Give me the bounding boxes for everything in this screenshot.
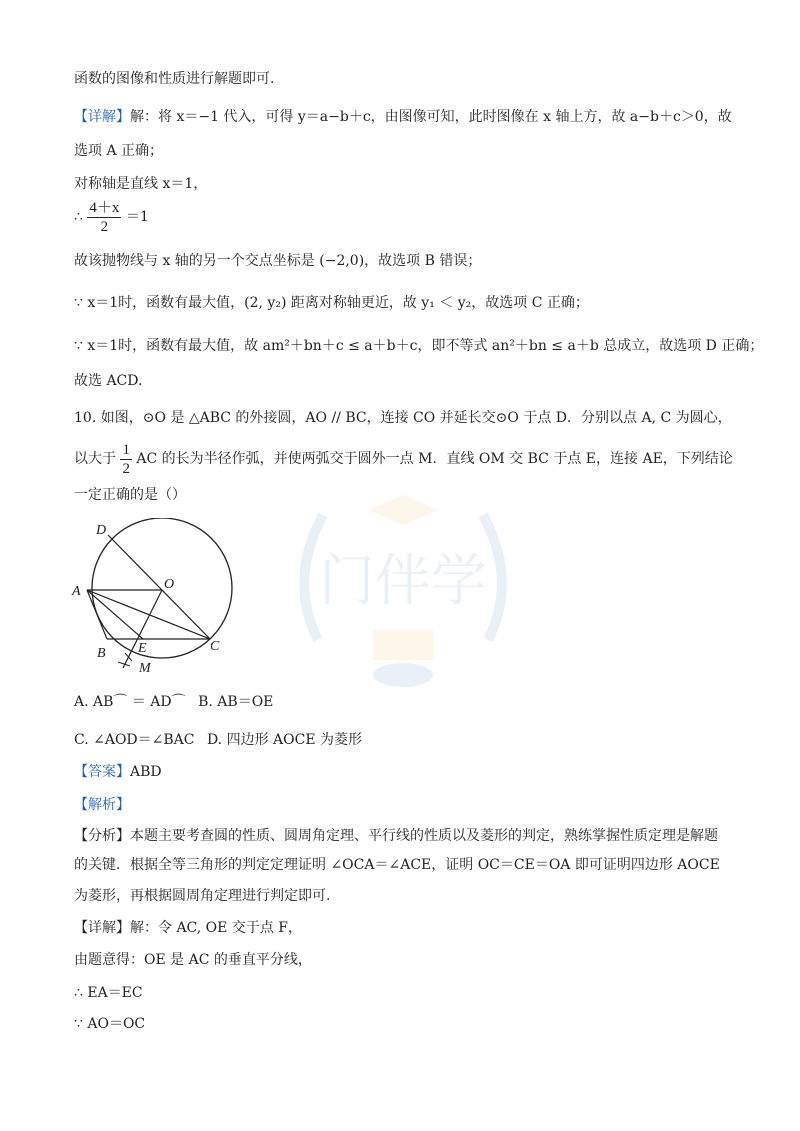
text-line-7: ∵ x＝1时，函数有最大值，(2, y₂) 距离对称轴更近，故 y₁ ＜ y₂，故选项 C 正确； [74,295,589,311]
q10-fraction [120,441,132,478]
xiangjie-tag: 【详解】 [74,920,130,936]
detail-tag: 【详解】 [74,109,130,125]
q10-fraction-denominator: 2 [122,460,130,477]
question-10-line-c: 一定正确的是（） [74,487,186,503]
fraction-rhs: ＝1 [125,209,149,225]
label-C: C [210,639,220,654]
analysis-tag-line [74,795,130,815]
watermark-text: 门伴学 [319,549,487,614]
text-line-9: 故选 ACD. [74,373,143,389]
text-line-4: 对称轴是直线 x＝1， [74,176,208,192]
xiangjie-text-1: 解：令 AC, OE 交于点 F， [130,920,302,936]
question-10-line-a: 10. 如图，⊙O 是 △ABC 的外接圆，AO // BC，连接 CO 并延长交⊙O 于点 D．分别以点 A, C 为圆心， [74,410,732,426]
xiangjie-line-3: ∴ EA＝EC [74,985,143,1001]
fenxi-tag: 【分析】 [74,828,130,844]
option-d: D. 四边形 AOCE 为菱形 [206,732,362,748]
option-b: B. AB＝OE [198,694,274,710]
fraction [87,199,121,236]
question-10-line-b [74,440,733,478]
option-a: A. AB⌒ ＝ AD⌒ [74,694,186,710]
xiangjie-line-4: ∵ AO＝OC [74,1016,146,1032]
fraction-line [74,198,149,236]
label-O: O [164,577,175,592]
fenxi-text-1: 本题主要考查圆的性质、圆周角定理、平行线的性质以及菱形的判定，熟练掌握性质定理是解题 [130,828,718,844]
option-c-d-row [74,730,362,750]
q10-prefix: 以大于 [74,451,116,467]
text-line-3: 选项 A 正确； [74,143,164,159]
watermark-logo [278,470,528,700]
label-M: M [139,661,151,676]
text-line-6: 故该抛物线与 x 轴的另一个交点坐标是 (−2,0)，故选项 B 错误； [74,253,482,269]
q10-suffix: AC 的长为半径作弧，并使两弧交于圆外一点 M．直线 OM 交 BC 于点 E，连接 AE，下列结论 [136,451,733,467]
detail-text: 解：将 x＝−1 代入，可得 y＝a−b＋c，由图像可知，此时图像在 x 轴上方，故 a−b＋c＞0，故 [130,109,732,125]
answer-tag: 【答案】 [74,764,130,780]
fraction-numerator: 4＋x [89,199,120,216]
option-c: C. ∠AOD＝∠BAC [74,732,195,748]
xiangjie-line-2: 由题意得：OE 是 AC 的垂直平分线， [74,952,312,968]
text-line-8: ∵ x＝1时，函数有最大值，故 am²＋bn＋c ≤ a＋b＋c，即不等式 an²＋bn ≤ a＋b 总成立，故选项 D 正确； [74,338,764,354]
answer-line [74,762,162,782]
q10-fraction-numerator: 1 [122,441,130,458]
option-a-b-row [74,692,273,712]
fenxi-line-2: 的关键．根据全等三角形的判定定理证明 ∠OCA＝∠ACE，证明 OC＝CE＝OA 即可证明四边形 AOCE [74,857,720,873]
fenxi-line-1 [74,826,718,846]
text-line-1: 函数的图像和性质进行解题即可. [74,71,275,87]
fenxi-line-3: 为菱形，再根据圆周角定理进行判定即可. [74,888,331,904]
answer-value: ABD [130,764,162,780]
label-D: D [96,523,107,538]
label-E: E [138,641,147,656]
text-line-2 [74,107,732,127]
circle-figure [70,518,250,678]
therefore-symbol: ∴ [74,209,83,225]
xiangjie-line-1 [74,918,302,938]
label-A: A [72,584,81,599]
analysis-tag: 【解析】 [74,797,130,813]
label-B: B [97,646,106,661]
fraction-denominator: 2 [100,218,109,235]
